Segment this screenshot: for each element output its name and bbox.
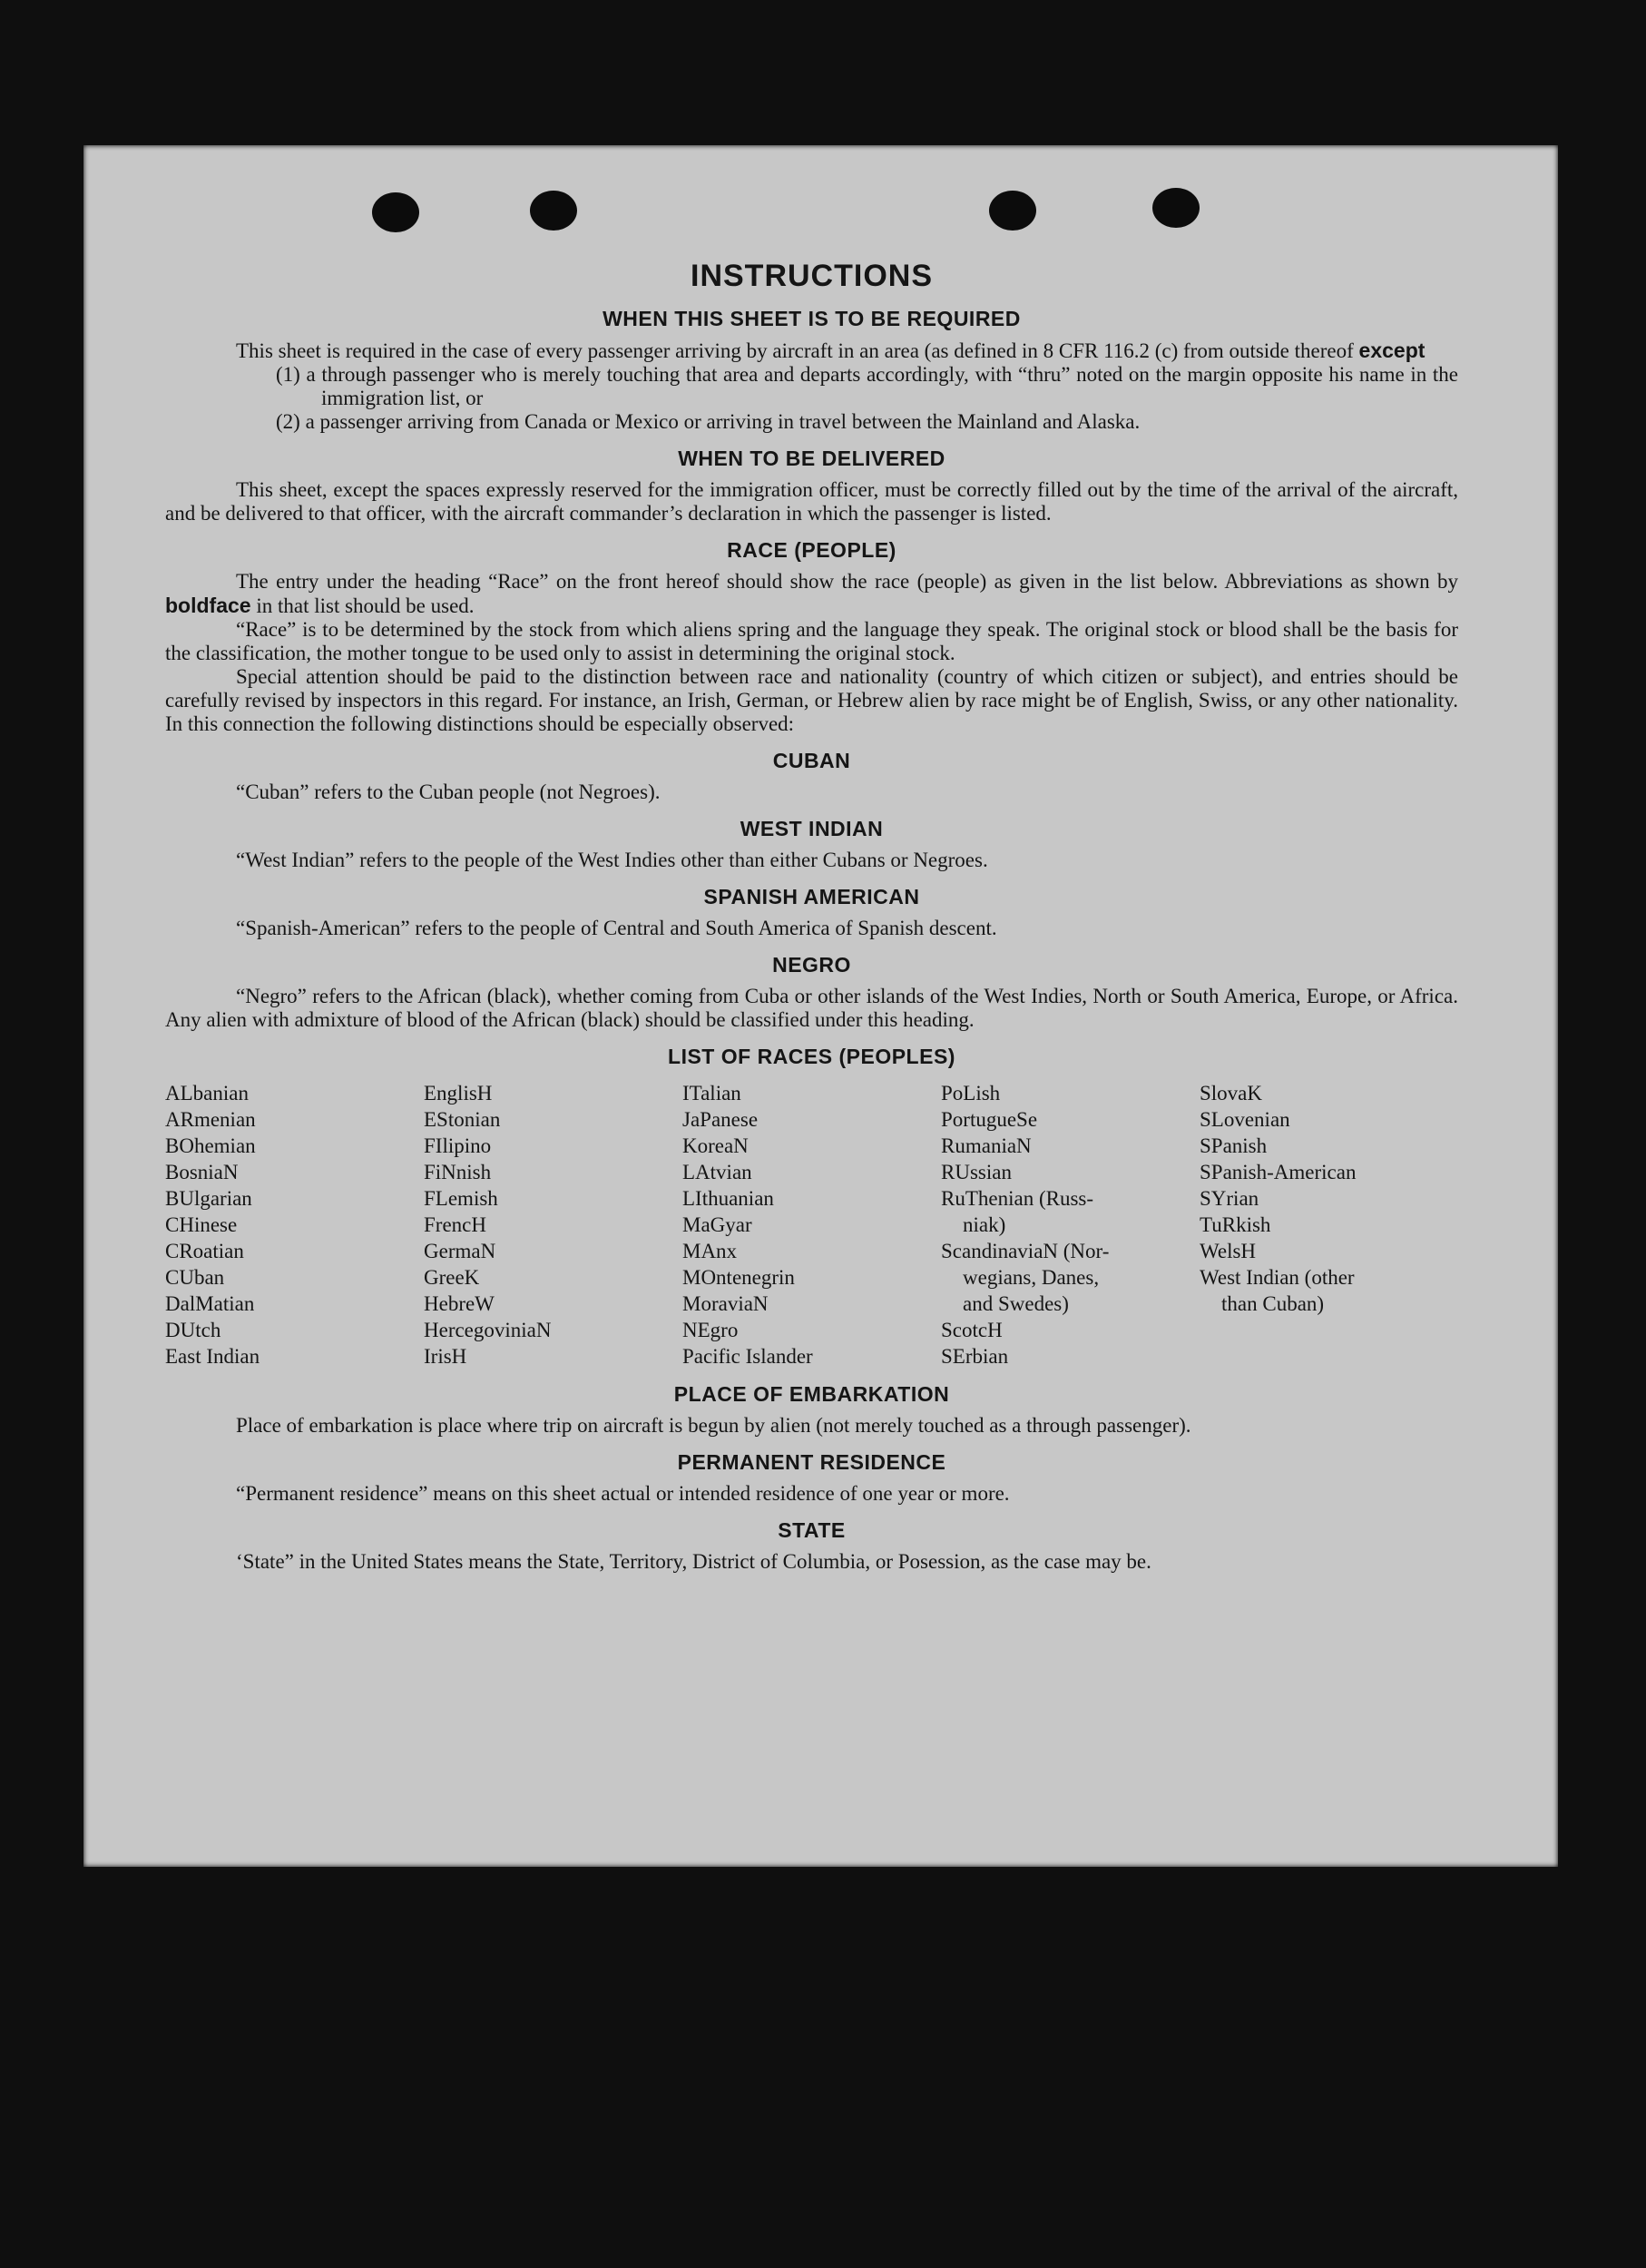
race-entry: CRoatian (165, 1240, 244, 1262)
paragraph-delivered: This sheet, except the spaces expressly reserved for the immigration officer, must be correctly filled out by the time of the arrival of the aircraft, and be delivered to that officer, with the aircraft commander’s declaration in which the passenger is listed. (165, 478, 1458, 525)
race-entry: Pacific Islander (682, 1345, 813, 1368)
document-sheet (83, 145, 1558, 1867)
heading-list-of-races: LIST OF RACES (PEOPLES) (668, 1045, 955, 1068)
page-title: INSTRUCTIONS (691, 259, 933, 293)
race-entry: GermaN (424, 1240, 496, 1262)
race-entry: BUlgarian (165, 1187, 252, 1210)
heading-delivered: WHEN TO BE DELIVERED (678, 447, 945, 470)
race-entry: BOhemian (165, 1134, 256, 1157)
race-entry: EStonian (424, 1108, 501, 1131)
paragraph-negro: “Negro” refers to the African (black), whether coming from Cuba or other islands of the West Indies, North or South America, Europe, or Africa. Any alien with admixture of blood of the African (black) should be classified under this heading. (165, 985, 1458, 1031)
race-entry: RumaniaN (941, 1134, 1032, 1157)
race-entry: SPanish (1200, 1134, 1268, 1157)
race-entry: DUtch (165, 1319, 221, 1341)
race-entry: RUssian (941, 1161, 1012, 1183)
list-item: (1) a through passenger who is merely touching that area and departs accordingly, with “thru” noted on the margin opposite his name in the immigration list, or (276, 363, 1458, 409)
race-entry: East Indian (165, 1345, 260, 1368)
heading-negro: NEGRO (772, 953, 851, 977)
paragraph-race-1: The entry under the heading “Race” on the front hereof should show the race (people) as given in the list below. Abbreviations as shown by boldface in that list should be used. (165, 570, 1458, 617)
paragraph-race-2: “Race” is to be determined by the stock from which aliens spring and the language they speak. The original stock or blood shall be the basis for the classification, the mother tongue to be used only to assist in determining the original stock. (165, 618, 1458, 664)
race-entry: FIlipino (424, 1134, 492, 1157)
instructions-content (165, 259, 1458, 1574)
race-entry: PoLish (941, 1082, 1001, 1105)
race-entry: NEgro (682, 1319, 739, 1341)
heading-embarkation: PLACE OF EMBARKATION (673, 1382, 950, 1406)
race-entry: CHinese (165, 1213, 238, 1236)
race-entry: PortugueSe (941, 1108, 1038, 1131)
heading-required: WHEN THIS SHEET IS TO BE REQUIRED (603, 307, 1021, 330)
punch-hole (530, 191, 577, 231)
paragraph-state: ‘State” in the United States means the State, Territory, District of Columbia, or Posession, as the case may be. (236, 1550, 1151, 1573)
races-column (682, 1080, 941, 1370)
race-entry: ScotcH (941, 1319, 1003, 1341)
race-entry: HercegoviniaN (424, 1319, 552, 1341)
paragraph-west-indian: “West Indian” refers to the people of the West Indies other than either Cubans or Negroes. (236, 849, 988, 871)
race-entry: HebreW (424, 1292, 495, 1315)
races-column (165, 1080, 424, 1370)
paragraph-required: This sheet is required in the case of every passenger arriving by aircraft in an area (as defined in 8 CFR 116.2 (c) from outside thereof except (236, 339, 1426, 362)
races-list (165, 1080, 1458, 1370)
race-entry: BosniaN (165, 1161, 239, 1183)
race-entry: LAtvian (682, 1161, 752, 1183)
race-entry: FrencH (424, 1213, 486, 1236)
race-entry: ALbanian (165, 1082, 249, 1105)
race-entry: JaPanese (682, 1108, 759, 1131)
race-entry: MAnx (682, 1240, 738, 1262)
race-entry: EnglisH (424, 1082, 493, 1105)
heading-spanish-american: SPANISH AMERICAN (703, 885, 920, 908)
race-entry: SLovenian (1200, 1108, 1290, 1131)
heading-residence: PERMANENT RESIDENCE (677, 1450, 946, 1474)
paragraph-spanish-american: “Spanish-American” refers to the people of Central and South America of Spanish descent. (236, 917, 997, 939)
paragraph-cuban: “Cuban” refers to the Cuban people (not Negroes). (236, 781, 661, 803)
race-entry: FiNnish (424, 1161, 492, 1183)
punch-hole (989, 191, 1036, 231)
race-entry: SlovaK (1200, 1082, 1262, 1105)
races-column (424, 1080, 682, 1370)
race-entry: ARmenian (165, 1108, 256, 1131)
race-entry: SPanish-American (1200, 1161, 1357, 1183)
heading-cuban: CUBAN (772, 749, 851, 772)
race-entry: WelsH (1200, 1240, 1257, 1262)
races-column (941, 1080, 1200, 1370)
race-entry: TuRkish (1200, 1213, 1271, 1236)
heading-west-indian: WEST INDIAN (740, 817, 884, 840)
heading-state: STATE (778, 1518, 846, 1542)
race-entry: SErbian (941, 1345, 1009, 1368)
race-entry: DalMatian (165, 1292, 255, 1315)
race-entry: MoraviaN (682, 1292, 769, 1315)
race-entry: SYrian (1200, 1187, 1259, 1210)
paragraph-race-3: Special attention should be paid to the distinction between race and nationality (country of which citizen or subject), and entries should be carefully revised by inspectors in this regard. For instance, an Irish, German, or Hebrew alien by race might be of English, Swiss, or any other nationality. In this connection the following distinctions should be especially observed: (165, 665, 1458, 735)
race-entry: CUban (165, 1266, 225, 1289)
race-entry: MaGyar (682, 1213, 752, 1236)
race-entry: wegians, Danes, (963, 1266, 1100, 1289)
race-entry: FLemish (424, 1187, 498, 1210)
paragraph-residence: “Permanent residence” means on this sheet actual or intended residence of one year or more. (236, 1482, 1010, 1505)
race-entry: IrisH (424, 1345, 467, 1368)
race-entry: KoreaN (682, 1134, 749, 1157)
race-entry: RuThenian (Russ- (941, 1187, 1094, 1210)
race-entry: West Indian (other (1200, 1266, 1355, 1289)
paragraph-embarkation: Place of embarkation is place where trip on aircraft is begun by alien (not merely touched as a through passenger). (236, 1414, 1191, 1437)
races-column (1200, 1080, 1458, 1370)
race-entry: and Swedes) (963, 1292, 1069, 1315)
race-entry: MOntenegrin (682, 1266, 795, 1289)
punch-hole (372, 192, 419, 232)
race-entry: ScandinaviaN (Nor- (941, 1240, 1110, 1262)
race-entry: than Cuban) (1221, 1292, 1325, 1315)
race-entry: LIthuanian (682, 1187, 774, 1210)
heading-race: RACE (PEOPLE) (727, 538, 896, 562)
punch-hole (1152, 188, 1200, 228)
race-entry: niak) (963, 1213, 1006, 1236)
list-item: (2) a passenger arriving from Canada or Mexico or arriving in travel between the Mainland and Alaska. (276, 410, 1141, 433)
race-entry: ITalian (682, 1082, 741, 1105)
race-entry: GreeK (424, 1266, 480, 1289)
